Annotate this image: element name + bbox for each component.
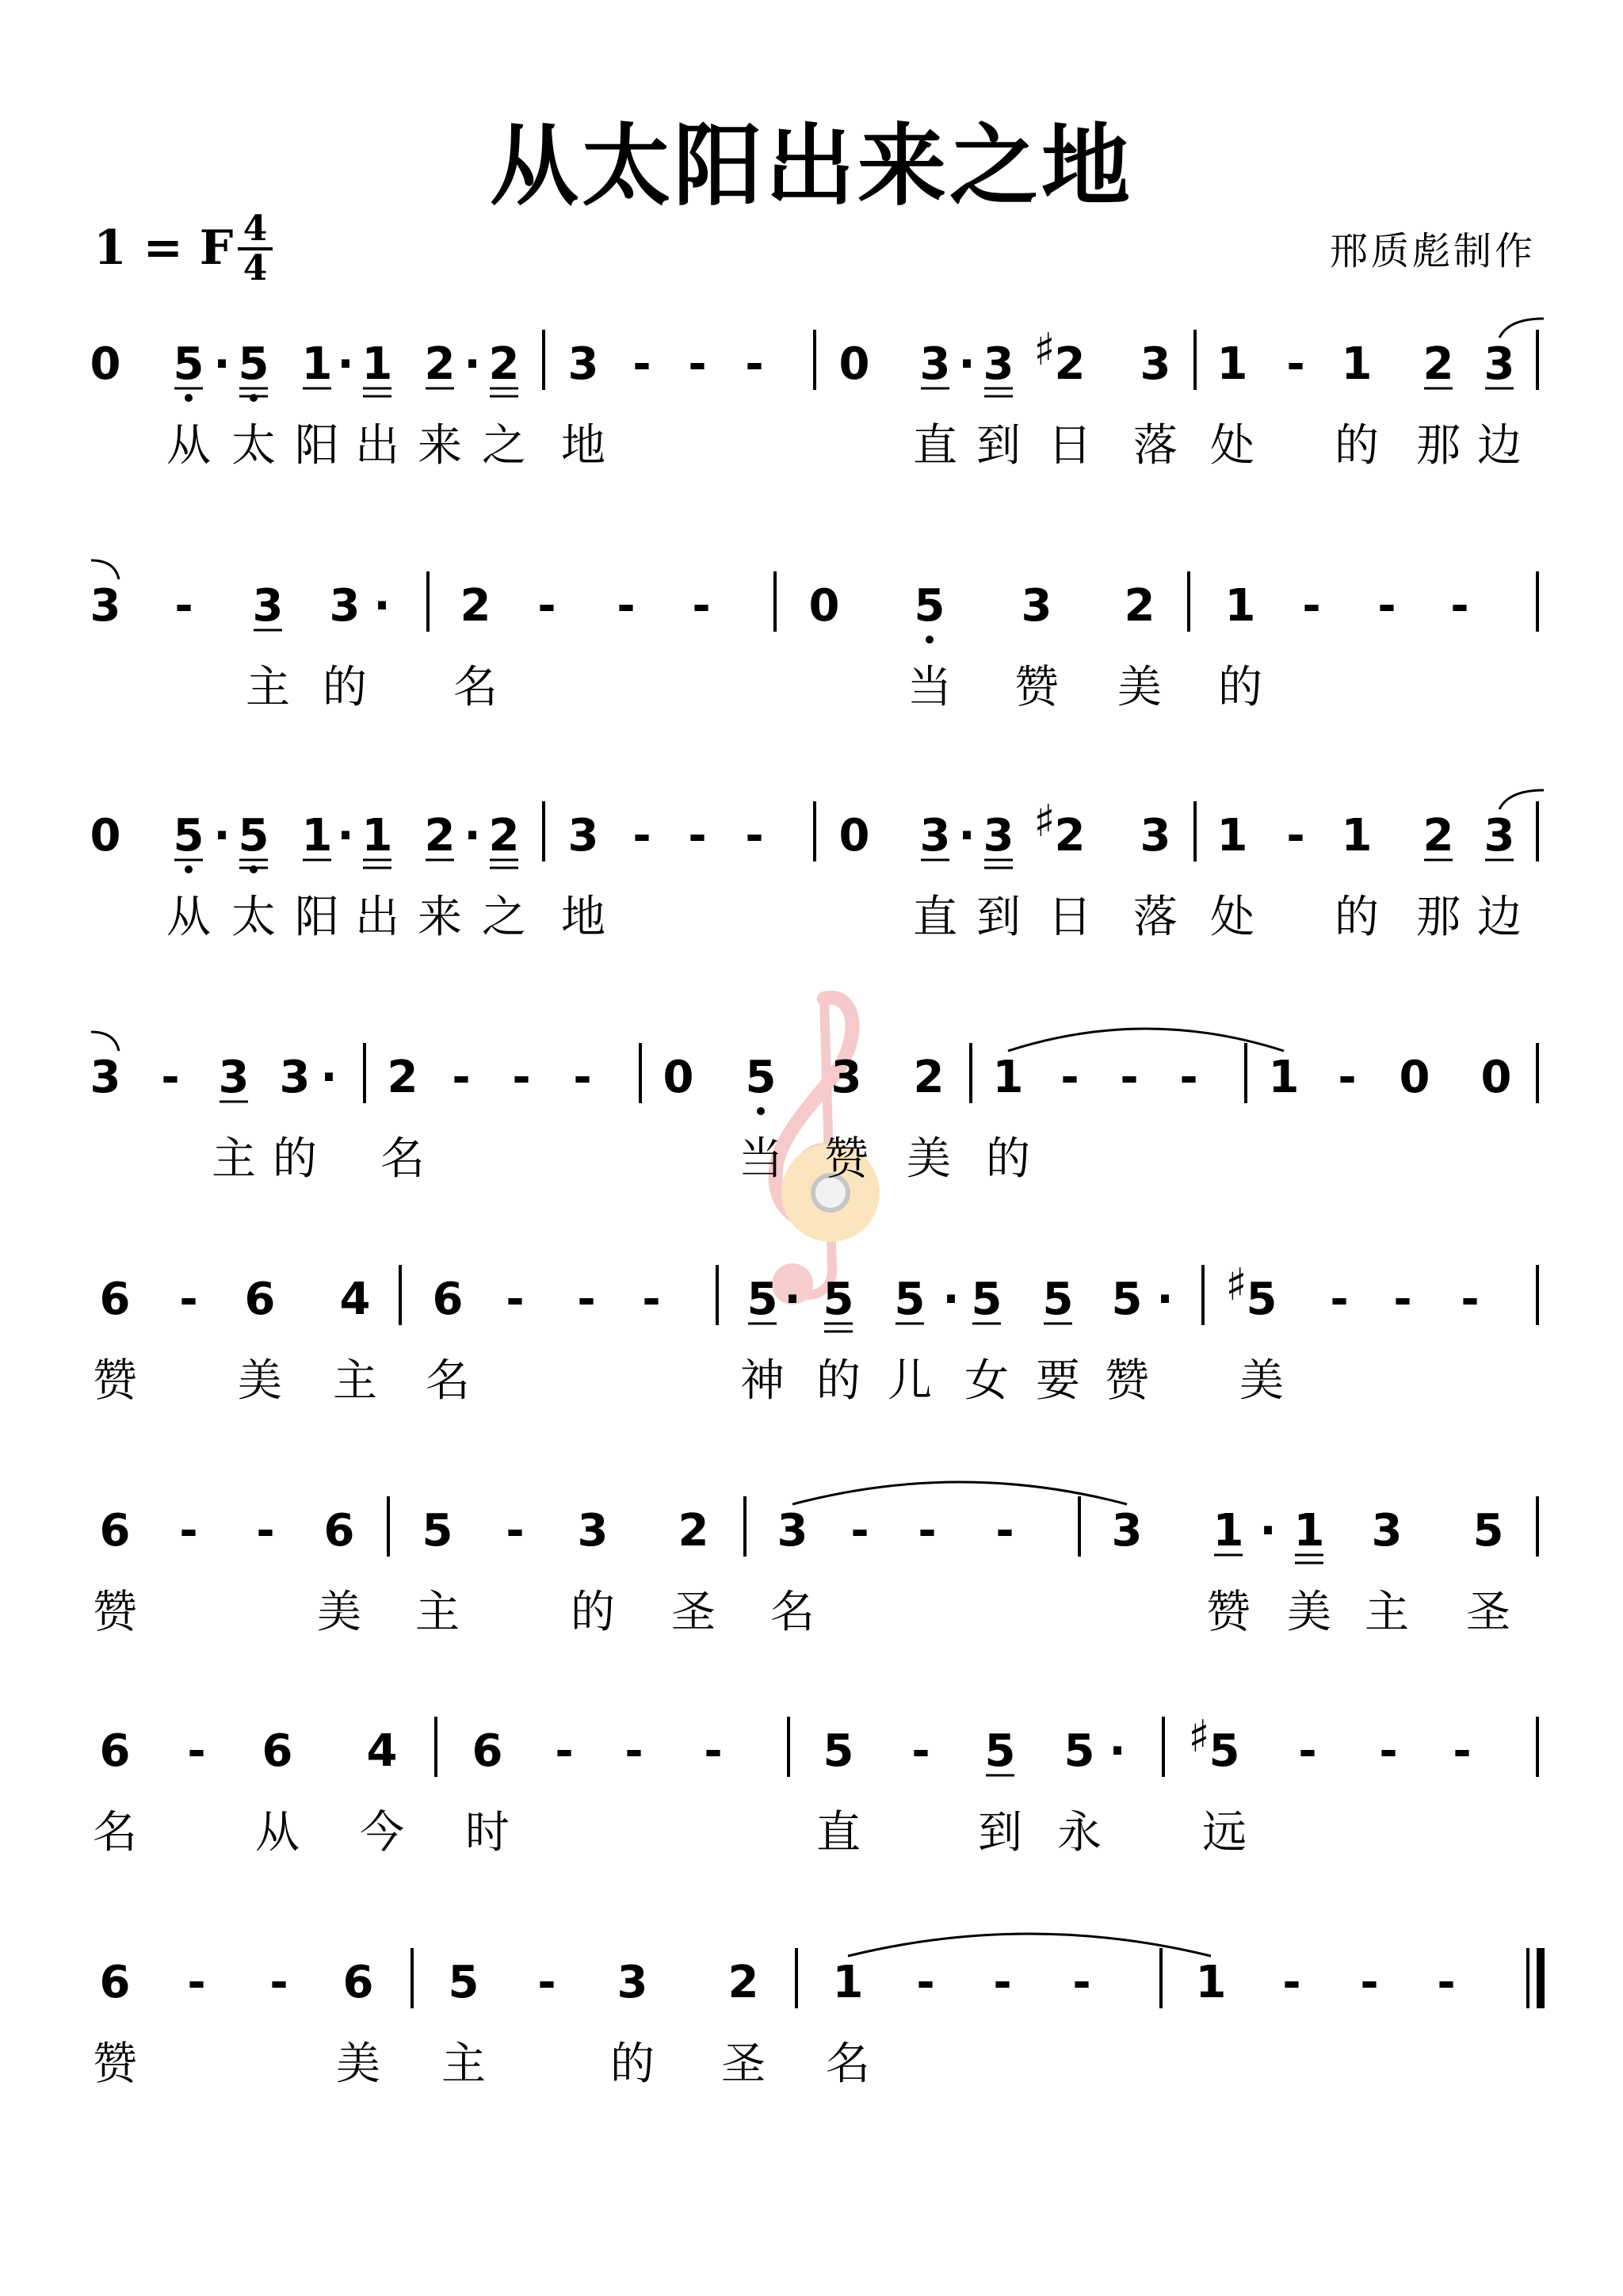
dash-extension: - <box>1179 1052 1198 1103</box>
sharp-accidental: ♯ <box>1033 796 1056 847</box>
lyric-syllable: 圣 <box>721 2038 766 2090</box>
dash-extension: - <box>555 1725 574 1777</box>
note: 5 <box>1111 1274 1143 1325</box>
sharp-accidental: ♯ <box>1033 324 1056 376</box>
dash-extension: - <box>573 1052 592 1103</box>
augmentation-dot: · <box>373 580 391 632</box>
note: 5 <box>747 1274 778 1325</box>
lyric-syllable: 儿 <box>888 1355 932 1407</box>
tie-slur <box>91 560 119 579</box>
note: 3 <box>90 580 121 632</box>
note: 1 <box>1216 810 1248 861</box>
lyric-syllable: 的 <box>1335 892 1379 943</box>
dash-extension: - <box>688 810 707 861</box>
dash-extension: - <box>179 1274 198 1325</box>
augmentation-dot: · <box>320 1052 338 1103</box>
lyric-syllable: 来 <box>418 420 462 472</box>
augmentation-dot: · <box>464 338 481 390</box>
lyric-syllable: 赞 <box>93 2038 137 2090</box>
lyric-syllable: 圣 <box>1466 1587 1510 1638</box>
lyric-syllable: 远 <box>1202 1807 1247 1859</box>
note: 1 <box>832 1957 864 2008</box>
note: 2 <box>424 810 456 861</box>
note: 2 <box>678 1505 709 1557</box>
lyric-syllable: 主 <box>415 1587 460 1638</box>
octave-dot-below <box>185 865 193 873</box>
note: 3 <box>1484 810 1515 861</box>
lyric-syllable: 女 <box>964 1355 1009 1407</box>
dash-extension: - <box>850 1505 869 1557</box>
note: 1 <box>992 1052 1024 1103</box>
lyric-syllable: 今 <box>360 1807 404 1859</box>
dash-extension: - <box>1286 338 1305 390</box>
note: 5 <box>894 1274 926 1325</box>
time-signature-denominator: 4 <box>242 248 268 288</box>
note: 2 <box>1054 338 1086 390</box>
dash-extension: - <box>688 338 707 390</box>
note: 6 <box>244 1274 276 1325</box>
dash-extension: - <box>1302 580 1321 632</box>
octave-dot-below <box>185 394 193 402</box>
dash-extension: - <box>1330 1274 1349 1325</box>
note: 1 <box>1216 338 1248 390</box>
note: 5 <box>1064 1725 1095 1777</box>
note: 2 <box>424 338 456 390</box>
dash-extension: - <box>1461 1274 1480 1325</box>
octave-dot-below <box>926 636 934 644</box>
lyric-syllable: 美 <box>336 2038 380 2090</box>
dash-extension: - <box>1072 1957 1091 2008</box>
lyric-syllable: 美 <box>1117 662 1162 713</box>
dash-extension: - <box>995 1505 1014 1557</box>
augmentation-dot: · <box>213 810 231 861</box>
note: 0 <box>1480 1052 1512 1103</box>
note: 4 <box>366 1725 398 1777</box>
lyric-syllable: 到 <box>978 1807 1022 1859</box>
note: 2 <box>913 1052 945 1103</box>
lyric-syllable: 落 <box>1133 892 1178 943</box>
octave-dot-below <box>757 1107 765 1115</box>
lyric-syllable: 地 <box>561 420 605 472</box>
lyric-syllable: 名 <box>826 2038 870 2090</box>
sharp-accidental: ♯ <box>1188 1711 1210 1763</box>
lyric-syllable: 阳 <box>295 420 339 472</box>
dash-extension: - <box>1379 1725 1398 1777</box>
lyric-syllable: 当 <box>907 662 952 713</box>
note: 6 <box>99 1505 131 1557</box>
dash-extension: - <box>1450 580 1469 632</box>
lyric-syllable: 赞 <box>93 1587 137 1638</box>
lyric-syllable: 边 <box>1477 892 1522 943</box>
dash-extension: - <box>1360 1957 1379 2008</box>
dash-extension: - <box>1393 1274 1412 1325</box>
dash-extension: - <box>506 1274 525 1325</box>
dash-extension: - <box>632 338 651 390</box>
tie-slur <box>848 1934 1211 1956</box>
lyric-syllable: 落 <box>1133 420 1178 472</box>
dash-extension: - <box>632 810 651 861</box>
lyric-syllable: 处 <box>1210 420 1254 472</box>
lyric-syllable: 从 <box>255 1807 300 1859</box>
lyric-syllable: 阳 <box>295 892 339 943</box>
note: 1 <box>301 338 333 390</box>
note: 5 <box>984 1725 1016 1777</box>
dash-extension: - <box>916 1957 935 2008</box>
lyric-syllable: 神 <box>740 1355 785 1407</box>
lyric-syllable: 美 <box>907 1133 951 1185</box>
dash-extension: - <box>256 1505 275 1557</box>
note: 3 <box>329 580 361 632</box>
note: 5 <box>1209 1725 1240 1777</box>
note: 1 <box>1195 1957 1227 2008</box>
lyric-syllable: 赞 <box>824 1133 869 1185</box>
lyric-syllable: 直 <box>816 1807 861 1859</box>
lyric-syllable: 的 <box>323 662 367 713</box>
lyric-syllable: 到 <box>976 892 1021 943</box>
dash-extension: - <box>993 1957 1012 2008</box>
lyric-syllable: 来 <box>418 892 462 943</box>
note: 5 <box>173 810 204 861</box>
lyric-syllable: 的 <box>1218 662 1262 713</box>
note: 6 <box>472 1725 503 1777</box>
lyric-syllable: 出 <box>355 892 399 943</box>
dash-extension: - <box>745 810 764 861</box>
augmentation-dot: · <box>337 338 354 390</box>
lyric-syllable: 地 <box>561 892 605 943</box>
lyric-syllable: 处 <box>1210 892 1254 943</box>
note: 5 <box>745 1052 777 1103</box>
note: 5 <box>823 1725 854 1777</box>
dash-extension: - <box>512 1052 531 1103</box>
lyric-syllable: 名 <box>93 1807 137 1859</box>
note: 3 <box>1484 338 1515 390</box>
augmentation-dot: · <box>1156 1274 1174 1325</box>
lyric-syllable: 赞 <box>1206 1587 1251 1638</box>
dash-extension: - <box>577 1274 596 1325</box>
note: 2 <box>488 810 520 861</box>
note: 2 <box>1054 810 1086 861</box>
tie-slur <box>1008 1029 1284 1051</box>
note: 1 <box>1268 1052 1300 1103</box>
dash-extension: - <box>1338 1052 1357 1103</box>
note: 3 <box>1140 338 1171 390</box>
dash-extension: - <box>179 1505 198 1557</box>
note: 2 <box>488 338 520 390</box>
lyric-syllable: 名 <box>453 662 498 713</box>
note: 5 <box>914 580 945 632</box>
note: 5 <box>971 1274 1002 1325</box>
lyric-syllable: 名 <box>380 1133 425 1185</box>
note: 1 <box>1341 810 1373 861</box>
tie-slur <box>792 1482 1127 1504</box>
lyric-syllable: 时 <box>465 1807 510 1859</box>
lyric-syllable: 美 <box>1239 1355 1284 1407</box>
augmentation-dot: · <box>958 810 976 861</box>
dash-extension: - <box>1437 1957 1456 2008</box>
note: 0 <box>808 580 840 632</box>
key-signature: 1 = F <box>94 220 234 276</box>
lyric-syllable: 美 <box>1287 1587 1331 1638</box>
lyric-syllable: 从 <box>166 892 211 943</box>
lyric-syllable: 主 <box>441 2038 486 2090</box>
note: 2 <box>1423 810 1454 861</box>
lyric-syllable: 日 <box>1048 892 1092 943</box>
note: 3 <box>252 580 284 632</box>
note: 6 <box>342 1957 374 2008</box>
author-credit: 邢质彪制作 <box>1329 229 1536 273</box>
note: 6 <box>99 1725 131 1777</box>
sharp-accidental: ♯ <box>1225 1259 1247 1311</box>
lyric-syllable: 圣 <box>671 1587 716 1638</box>
dash-extension: - <box>1298 1725 1317 1777</box>
note: 1 <box>1293 1505 1325 1557</box>
note: 3 <box>90 1052 121 1103</box>
note: 3 <box>617 1957 648 2008</box>
dash-extension: - <box>1286 810 1305 861</box>
note: 0 <box>90 338 121 390</box>
note: 5 <box>1472 1505 1504 1557</box>
dash-extension: - <box>452 1052 471 1103</box>
dash-extension: - <box>1453 1725 1472 1777</box>
note: 6 <box>99 1957 131 2008</box>
lyric-syllable: 的 <box>816 1355 861 1407</box>
dash-extension: - <box>911 1725 930 1777</box>
lyric-syllable: 的 <box>986 1133 1030 1185</box>
note: 5 <box>823 1274 854 1325</box>
lyric-syllable: 赞 <box>93 1355 137 1407</box>
dash-extension: - <box>704 1725 723 1777</box>
lyric-syllable: 主 <box>1365 1587 1409 1638</box>
lyric-syllable: 赞 <box>1014 662 1059 713</box>
lyric-syllable: 从 <box>166 420 211 472</box>
lyric-syllable: 永 <box>1057 1807 1102 1859</box>
note: 3 <box>983 338 1014 390</box>
lyric-syllable: 边 <box>1477 420 1522 472</box>
augmentation-dot: · <box>958 338 976 390</box>
dash-extension: - <box>269 1957 288 2008</box>
dash-extension: - <box>161 1052 180 1103</box>
lyric-syllable: 赞 <box>1105 1355 1149 1407</box>
note: 1 <box>1341 338 1373 390</box>
note: 0 <box>1399 1052 1430 1103</box>
note: 5 <box>1042 1274 1074 1325</box>
note: 3 <box>919 338 951 390</box>
note: 1 <box>361 810 393 861</box>
lyric-syllable: 出 <box>355 420 399 472</box>
note: 3 <box>279 1052 311 1103</box>
note: 3 <box>983 810 1014 861</box>
note: 1 <box>1224 580 1256 632</box>
dash-extension: - <box>537 580 556 632</box>
note: 0 <box>90 810 121 861</box>
dash-extension: - <box>1282 1957 1301 2008</box>
note: 3 <box>777 1505 808 1557</box>
note: 3 <box>831 1052 862 1103</box>
augmentation-dot: · <box>942 1274 960 1325</box>
note: 3 <box>567 338 599 390</box>
lyric-syllable: 要 <box>1036 1355 1080 1407</box>
note: 6 <box>432 1274 464 1325</box>
note: 3 <box>919 810 951 861</box>
lyric-syllable: 的 <box>610 2038 655 2090</box>
dash-extension: - <box>1120 1052 1139 1103</box>
note: 5 <box>448 1957 479 2008</box>
note: 5 <box>238 338 269 390</box>
lyric-syllable: 主 <box>333 1355 377 1407</box>
note: 2 <box>1124 580 1155 632</box>
dash-extension: - <box>506 1505 525 1557</box>
note: 1 <box>301 810 333 861</box>
augmentation-dot: · <box>1109 1725 1126 1777</box>
note: 5 <box>1246 1274 1277 1325</box>
lyric-syllable: 日 <box>1048 420 1092 472</box>
augmentation-dot: · <box>784 1274 801 1325</box>
note: 3 <box>1021 580 1052 632</box>
tie-slur <box>91 1032 119 1051</box>
note: 0 <box>838 338 870 390</box>
augmentation-dot: · <box>1259 1505 1277 1557</box>
dash-extension: - <box>1377 580 1396 632</box>
note: 3 <box>1111 1505 1143 1557</box>
note: 2 <box>1423 338 1454 390</box>
dash-extension: - <box>187 1957 206 2008</box>
note: 4 <box>339 1274 371 1325</box>
note: 1 <box>1212 1505 1244 1557</box>
note: 6 <box>323 1505 355 1557</box>
lyric-syllable: 的 <box>1335 420 1379 472</box>
augmentation-dot: · <box>213 338 231 390</box>
lyric-syllable: 之 <box>482 420 526 472</box>
lyric-syllable: 太 <box>231 420 276 472</box>
note: 6 <box>262 1725 293 1777</box>
note: 2 <box>387 1052 418 1103</box>
dash-extension: - <box>642 1274 661 1325</box>
lyric-syllable: 主 <box>212 1133 256 1185</box>
augmentation-dot: · <box>337 810 354 861</box>
note: 3 <box>567 810 599 861</box>
dash-extension: - <box>187 1725 206 1777</box>
note: 2 <box>727 1957 759 2008</box>
dash-extension: - <box>174 580 193 632</box>
lyric-syllable: 直 <box>913 892 957 943</box>
lyric-syllable: 美 <box>317 1587 361 1638</box>
dash-extension: - <box>1060 1052 1079 1103</box>
lyric-syllable: 主 <box>246 662 290 713</box>
lyric-syllable: 太 <box>231 892 276 943</box>
dash-extension: - <box>617 580 636 632</box>
song-title: 从太阳出来之地 <box>490 114 1133 218</box>
note: 3 <box>1140 810 1171 861</box>
augmentation-dot: · <box>464 810 481 861</box>
note: 3 <box>218 1052 250 1103</box>
lyric-syllable: 的 <box>571 1587 615 1638</box>
note: 5 <box>422 1505 453 1557</box>
lyric-syllable: 名 <box>770 1587 815 1638</box>
note: 3 <box>1371 1505 1403 1557</box>
dash-extension: - <box>745 338 764 390</box>
lyric-syllable: 之 <box>482 892 526 943</box>
lyric-syllable: 到 <box>976 420 1021 472</box>
dash-extension: - <box>537 1957 556 2008</box>
note: 0 <box>838 810 870 861</box>
dash-extension: - <box>624 1725 643 1777</box>
note: 5 <box>173 338 204 390</box>
lyric-syllable: 的 <box>273 1133 317 1185</box>
time-signature-numerator: 4 <box>242 208 268 249</box>
lyric-syllable: 名 <box>426 1355 470 1407</box>
lyric-syllable: 那 <box>1416 892 1461 943</box>
dash-extension: - <box>918 1505 937 1557</box>
note: 5 <box>238 810 269 861</box>
lyric-syllable: 美 <box>238 1355 282 1407</box>
note: 2 <box>460 580 491 632</box>
dash-extension: - <box>692 580 711 632</box>
lyric-syllable: 当 <box>739 1133 783 1185</box>
note: 1 <box>361 338 393 390</box>
lyric-syllable: 直 <box>913 420 957 472</box>
note: 6 <box>99 1274 131 1325</box>
lyric-syllable: 那 <box>1416 420 1461 472</box>
note: 3 <box>577 1505 609 1557</box>
note: 0 <box>663 1052 694 1103</box>
